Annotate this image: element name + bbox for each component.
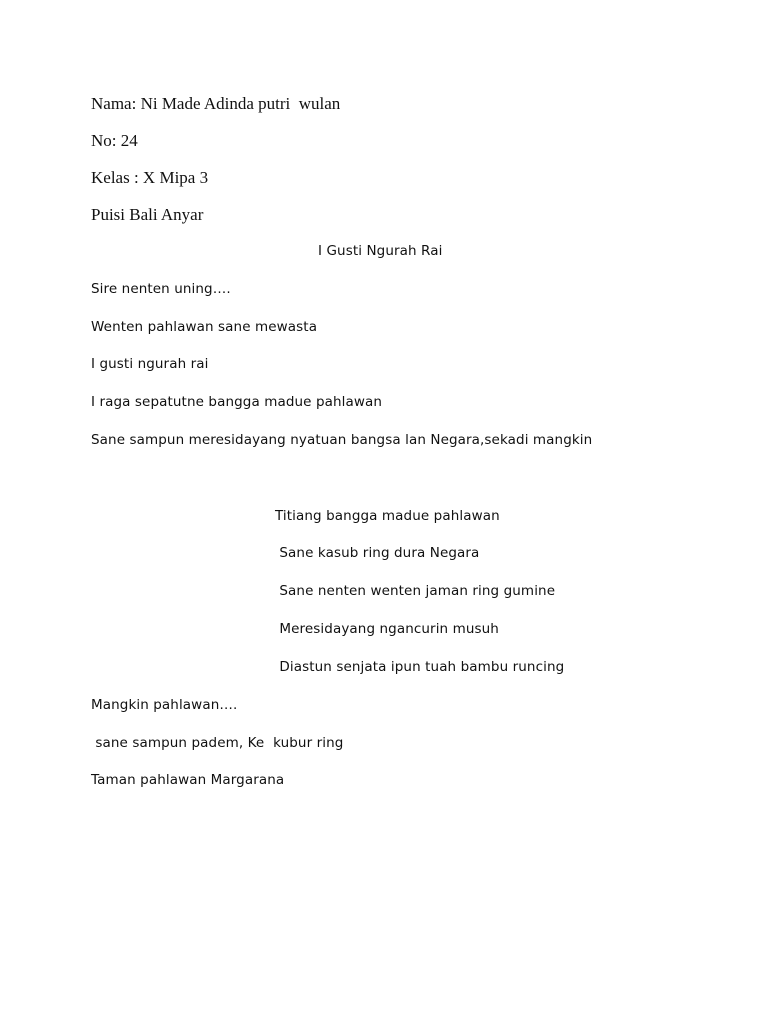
student-number: No: 24	[91, 131, 138, 150]
student-name: Nama: Ni Made Adinda putri wulan	[91, 94, 341, 113]
poem-line: Titiang bangga madue pahlawan	[275, 508, 500, 524]
student-class: Kelas : X Mipa 3	[91, 168, 209, 187]
poem-line: Wenten pahlawan sane mewasta	[91, 319, 318, 335]
poem-line: Meresidayang ngancurin musuh	[275, 621, 499, 637]
poem-line: Mangkin pahlawan….	[91, 697, 238, 713]
poem-line: I raga sepatutne bangga madue pahlawan	[91, 394, 383, 410]
poem-genre: Puisi Bali Anyar	[91, 205, 204, 224]
poem-line: Diastun senjata ipun tuah bambu runcing	[275, 659, 565, 675]
poem-line: Sane sampun meresidayang nyatuan bangsa lan Negara,sekadi mangkin	[91, 432, 593, 448]
poem-line: Sane kasub ring dura Negara	[275, 545, 480, 561]
poem-title: I Gusti Ngurah Rai	[318, 243, 443, 259]
poem-line: Sane nenten wenten jaman ring gumine	[275, 583, 556, 599]
poem-line: sane sampun padem, Ke kubur ring	[91, 735, 344, 751]
poem-line: Taman pahlawan Margarana	[91, 772, 285, 788]
poem-line: Sire nenten uning….	[91, 281, 231, 297]
poem-line: I gusti ngurah rai	[91, 356, 209, 372]
